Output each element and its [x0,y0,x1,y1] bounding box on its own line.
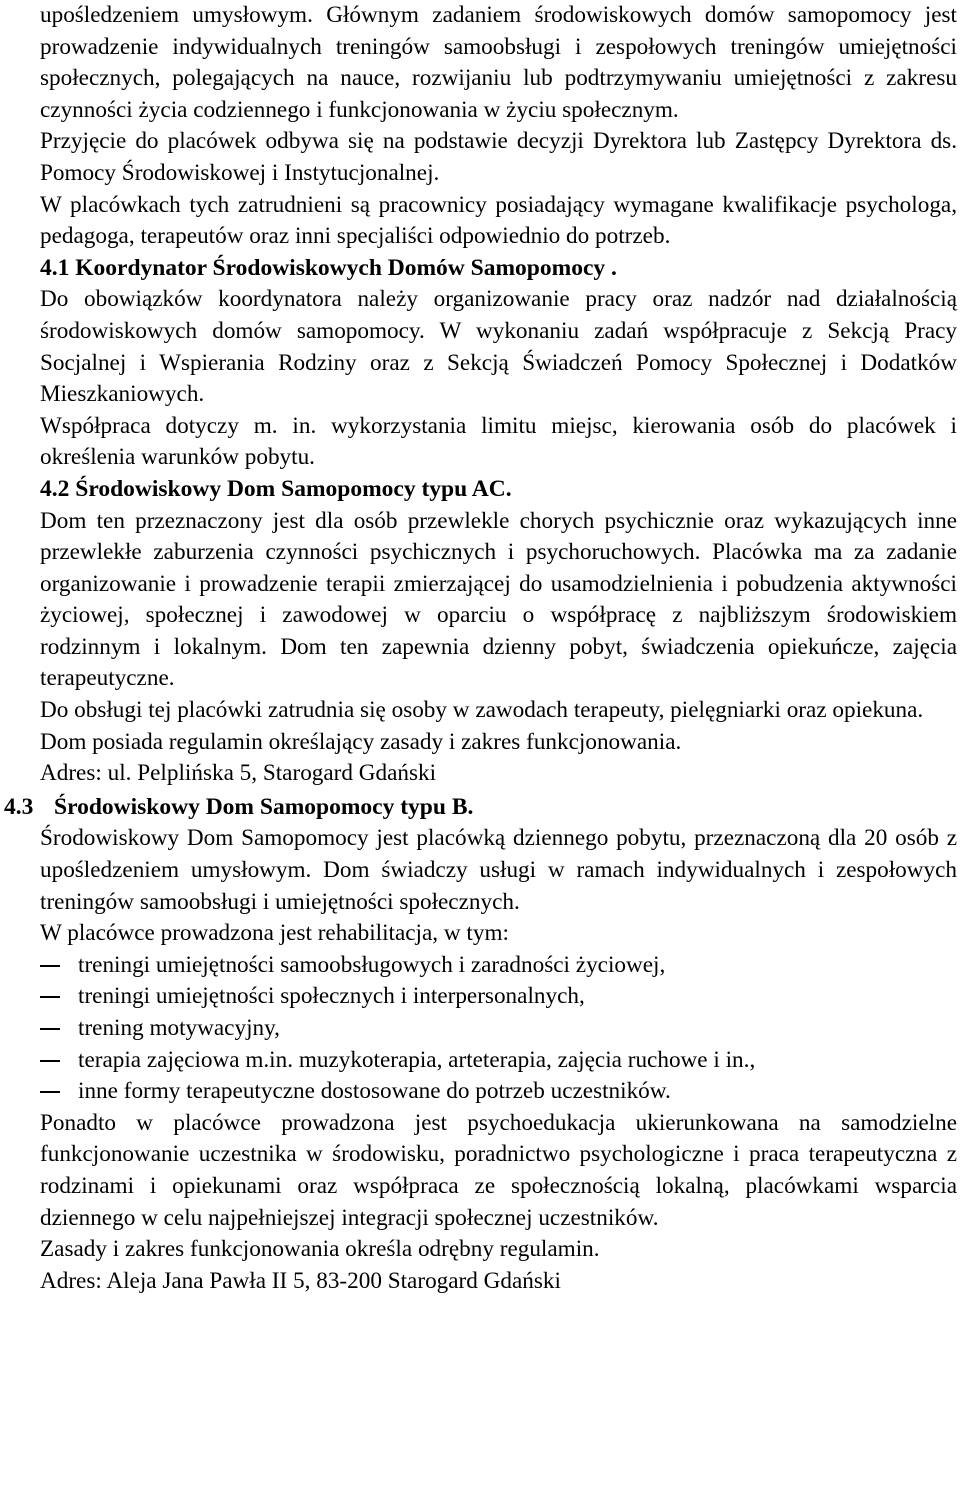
dash-bullet-icon [40,1028,60,1030]
section-4-1-paragraph: Współpraca dotyczy m. in. wykorzystania limitu miejsc, kierowania osób do placówek i określenia warunków pobytu. [40,412,957,471]
admission-paragraph: Przyjęcie do placówek odbywa się na podstawie decyzji Dyrektora lub Zastępcy Dyrektora ds. Pomocy Środowiskowej i Instytucjonalnej. [40,128,957,186]
section-4-3-heading [4,792,957,824]
intro-paragraph: upośledzeniem umysłowym. Głównym zadaniem środowiskowych domów samopomocy jest prowadzenie indywidualnych treningów samoobsługi i zespołowych treningów umiejętności społecznych, polegających na nauce, rozwijaniu lub podtrzymywaniu umiejętności z zakresu czynności życia codziennego i funkcjonowania w życiu społecznym. [40,2,957,123]
rehabilitation-list [40,950,957,1108]
section-4-2-title: Środowiskowy Dom Samopomocy typu AC. [75,475,512,502]
section-4-2-heading [40,474,957,506]
list-item [40,1013,957,1045]
list-item [40,1076,957,1108]
list-item-text: inne formy terapeutyczne dostosowane do potrzeb uczestników. [78,1078,671,1105]
dash-bullet-icon [40,1091,60,1093]
section-4-2-number: 4.2 [40,475,70,502]
section-4-3-address: Adres: Aleja Jana Pawła II 5, 83-200 Starogard Gdański [40,1267,561,1294]
dash-bullet-icon [40,996,60,998]
list-item-text: terapia zajęciowa m.in. muzykoterapia, arteterapia, zajęcia ruchowe i in., [78,1046,756,1073]
dash-bullet-icon [40,1060,60,1062]
dash-bullet-icon [40,965,60,967]
section-4-3-paragraph: Środowiskowy Dom Samopomocy jest placówką dziennego pobytu, przeznaczoną dla 20 osób z upośledzeniem umysłowym. Dom świadczy usługi w ramach indywidualnych i zespołowych treningów samoobsługi i umiejętności społecznych. [40,825,957,915]
list-item-text: trening motywacyjny, [78,1015,280,1041]
section-4-1-paragraph: Do obowiązków koordynatora należy organizowanie pracy oraz nadzór nad działalnością środowiskowych domów samopomocy. W wykonaniu zadań współpracuje z Sekcją Pracy Socjalnej i Wspierania Rodziny oraz z Sekcją Świadczeń Pomocy Społecznej i Dodatków Mieszkaniowych. [40,286,957,408]
list-item [40,950,957,982]
section-4-3-title: Środowiskowy Dom Samopomocy typu B. [54,793,474,820]
section-4-1-number: 4.1 [40,254,70,281]
section-4-2-paragraph: Do obsługi tej placówki zatrudnia się osoby w zawodach terapeuty, pielęgniarki oraz opiekuna. [40,697,924,724]
section-4-3-number: 4.3 [4,793,34,820]
section-4-3-paragraph: Ponadto w placówce prowadzona jest psychoedukacja ukierunkowana na samodzielne funkcjonowanie uczestnika w środowisku, poradnictwo psychologiczne i praca terapeutyczna z rodzinami i opiekunami oraz współpraca ze społecznością lokalną, placówkami wsparcia dziennego w celu najpełniejszej integracji społecznej uczestników. [40,1109,957,1231]
list-item [40,981,957,1013]
staff-paragraph: W placówkach tych zatrudnieni są pracownicy posiadający wymagane kwalifikacje psychologa, pedagoga, terapeutów oraz inni specjaliści odpowiednio do potrzeb. [40,191,957,250]
section-4-3-list-intro: W placówce prowadzona jest rehabilitacja, w tym: [40,920,509,947]
list-item-text: treningi umiejętności społecznych i interpersonalnych, [78,983,585,1010]
section-4-1-title: Koordynator Środowiskowych Domów Samopomocy . [75,254,617,281]
section-4-2-address: Adres: ul. Pelplińska 5, Starogard Gdański [40,760,437,787]
section-4-2-paragraph: Dom posiada regulamin określający zasady i zakres funkcjonowania. [40,728,682,755]
section-4-3-paragraph: Zasady i zakres funkcjonowania określa odrębny regulamin. [40,1236,600,1263]
section-4-2-paragraph: Dom ten przeznaczony jest dla osób przewlekle chorych psychicznie oraz wykazujących inne przewlekłe zaburzenia czynności psychicznych i psychoruchowych. Placówka ma za zadanie organizowanie i prowadzenie terapii zmierzającej do usamodzielnienia i pobudzenia aktywności życiowej, społecznej i zawodowej w oparciu o współpracę z najbliższym środowiskiem rodzinnym i lokalnym. Dom ten zapewnia dzienny pobyt, świadczenia opiekuńcze, zajęcia terapeutyczne. [40,507,957,692]
list-item [40,1045,957,1077]
list-item-text: treningi umiejętności samoobsługowych i zaradności życiowej, [78,951,666,978]
section-4-1-heading [40,253,957,285]
